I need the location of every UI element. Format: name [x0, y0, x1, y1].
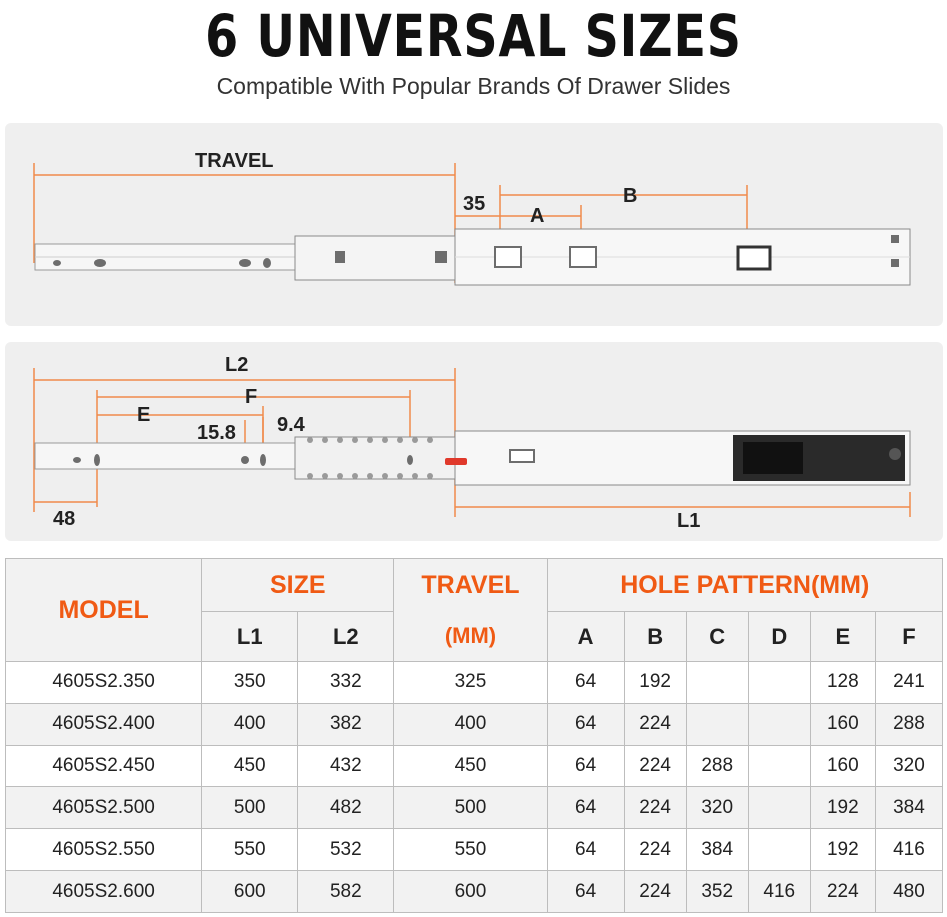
cell-e: 160: [810, 745, 875, 787]
cell-model: 4605S2.550: [6, 829, 202, 871]
cell-travel: 550: [394, 829, 547, 871]
cell-c: [686, 662, 748, 704]
cell-model: 4605S2.400: [6, 703, 202, 745]
travel-label: TRAVEL: [195, 150, 274, 172]
cell-a: 64: [547, 871, 624, 913]
cell-l1: 400: [202, 703, 298, 745]
cell-a: 64: [547, 745, 624, 787]
header-travel-unit: (MM): [394, 612, 547, 662]
cell-d: [748, 745, 810, 787]
cell-l2: 332: [298, 662, 394, 704]
cell-e: 160: [810, 703, 875, 745]
cell-e: 192: [810, 829, 875, 871]
cell-l2: 482: [298, 787, 394, 829]
table-row: [6, 745, 943, 787]
header-l1: L1: [202, 612, 298, 662]
cell-l1: 550: [202, 829, 298, 871]
cell-f: 320: [875, 745, 942, 787]
header-b: B: [624, 612, 686, 662]
cell-model: 4605S2.450: [6, 745, 202, 787]
cell-travel: 325: [394, 662, 547, 704]
cell-e: 192: [810, 787, 875, 829]
dimension-f-label: F: [245, 386, 258, 408]
cell-f: 384: [875, 787, 942, 829]
table-row: [6, 787, 943, 829]
cell-c: 384: [686, 829, 748, 871]
cell-a: 64: [547, 703, 624, 745]
dimension-l2-label: L2: [225, 354, 249, 376]
header-size: SIZE: [202, 559, 394, 612]
cell-b: 192: [624, 662, 686, 704]
cell-e: 224: [810, 871, 875, 913]
cell-l1: 450: [202, 745, 298, 787]
cell-f: 480: [875, 871, 942, 913]
cell-l2: 582: [298, 871, 394, 913]
dimension-e-label: E: [137, 404, 151, 426]
cell-travel: 500: [394, 787, 547, 829]
header-a: A: [547, 612, 624, 662]
cell-a: 64: [547, 829, 624, 871]
cell-f: 288: [875, 703, 942, 745]
header-hole-pattern: HOLE PATTERN(MM): [547, 559, 942, 612]
cell-b: 224: [624, 787, 686, 829]
cell-c: [686, 703, 748, 745]
travel-diagram-panel: [5, 123, 943, 326]
page-title: 6 UNIVERSAL SIZES: [205, 2, 742, 70]
header-travel: TRAVEL: [394, 559, 547, 612]
cell-a: 64: [547, 787, 624, 829]
header-f: F: [875, 612, 942, 662]
drawer-slide-top-illustration: [5, 123, 943, 326]
cell-b: 224: [624, 703, 686, 745]
table-row: [6, 829, 943, 871]
cell-b: 224: [624, 829, 686, 871]
length-diagram-panel: [5, 342, 943, 541]
dimension-a-label: A: [530, 205, 545, 227]
table-row: [6, 703, 943, 745]
cell-d: 416: [748, 871, 810, 913]
cell-travel: 450: [394, 745, 547, 787]
dimension-48-label: 48: [53, 508, 76, 530]
table-row: [6, 662, 943, 704]
cell-c: 320: [686, 787, 748, 829]
cell-a: 64: [547, 662, 624, 704]
cell-b: 224: [624, 871, 686, 913]
cell-d: [748, 703, 810, 745]
cell-d: [748, 662, 810, 704]
cell-l2: 382: [298, 703, 394, 745]
cell-l1: 600: [202, 871, 298, 913]
cell-model: 4605S2.600: [6, 871, 202, 913]
cell-c: 288: [686, 745, 748, 787]
cell-c: 352: [686, 871, 748, 913]
dimension-l1-label: L1: [677, 510, 701, 532]
header-d: D: [748, 612, 810, 662]
cell-d: [748, 787, 810, 829]
cell-d: [748, 829, 810, 871]
header-e: E: [810, 612, 875, 662]
cell-l1: 350: [202, 662, 298, 704]
cell-e: 128: [810, 662, 875, 704]
cell-travel: 400: [394, 703, 547, 745]
table-row: [6, 871, 943, 913]
header-l2: L2: [298, 612, 394, 662]
cell-l2: 432: [298, 745, 394, 787]
cell-model: 4605S2.500: [6, 787, 202, 829]
dimension-15-8-label: 15.8: [197, 422, 236, 444]
dimension-35-label: 35: [463, 193, 486, 215]
size-spec-table: [5, 558, 943, 913]
cell-f: 416: [875, 829, 942, 871]
cell-model: 4605S2.350: [6, 662, 202, 704]
cell-travel: 600: [394, 871, 547, 913]
cell-l2: 532: [298, 829, 394, 871]
cell-f: 241: [875, 662, 942, 704]
header-c: C: [686, 612, 748, 662]
header-model: MODEL: [6, 559, 202, 662]
dimension-9-4-label: 9.4: [277, 414, 305, 436]
cell-b: 224: [624, 745, 686, 787]
page-subtitle: Compatible With Popular Brands Of Drawer Slides: [216, 73, 731, 99]
dimension-b-label: B: [623, 185, 638, 207]
cell-l1: 500: [202, 787, 298, 829]
drawer-slide-bottom-illustration: [5, 342, 943, 541]
